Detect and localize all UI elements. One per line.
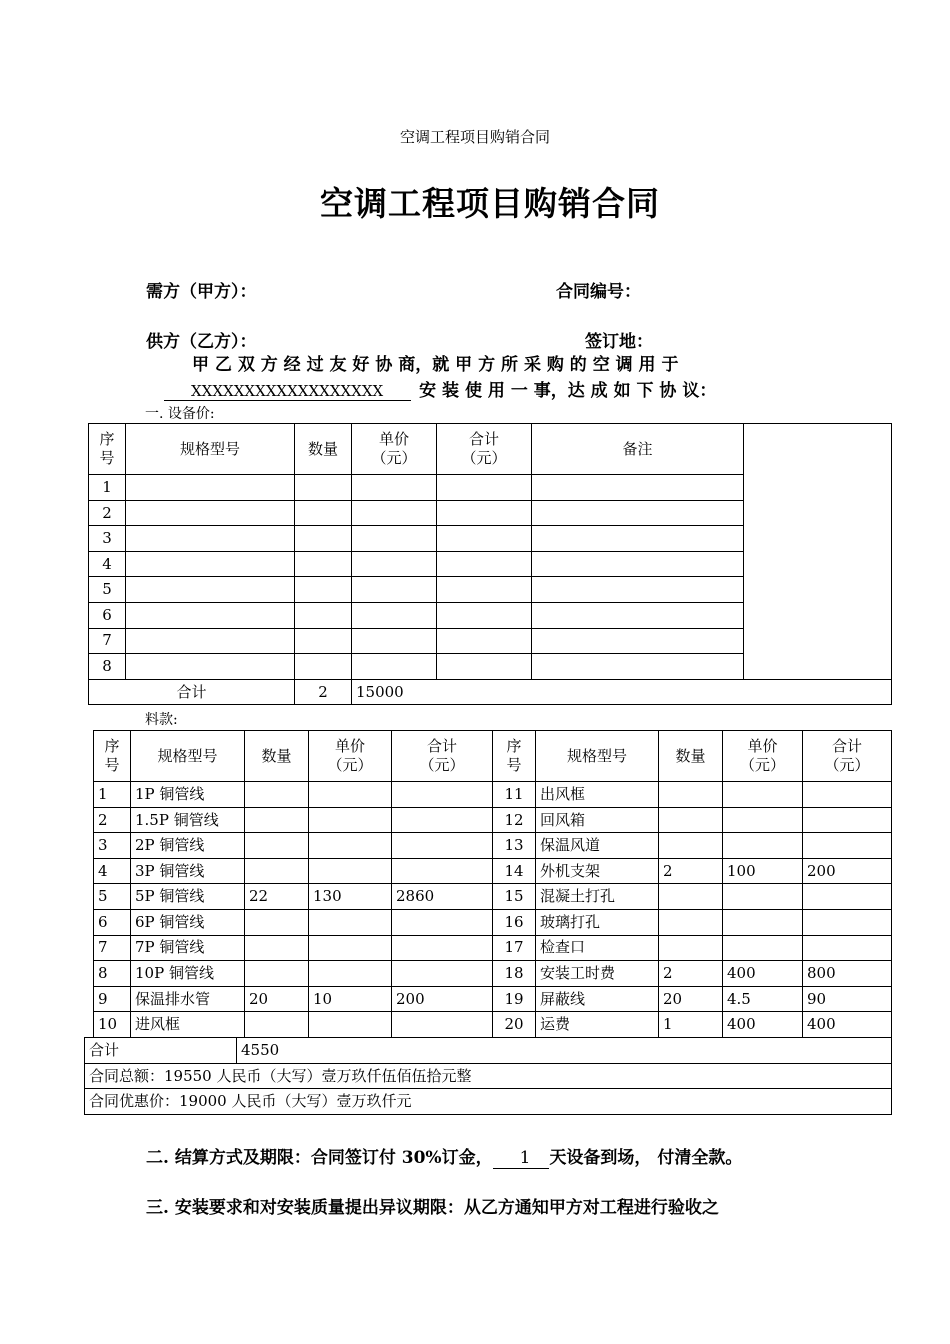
cell-spec: 保温排水管 <box>131 986 245 1012</box>
cell-total <box>392 935 493 961</box>
cell-spec2: 保温风道 <box>536 833 659 859</box>
discount-total: 合同优惠价：19000 人民币（大写）壹万玖仟元 <box>85 1089 892 1115</box>
contract-total: 合同总额：19550 人民币（大写）壹万玖仟伍佰伍拾元整 <box>85 1063 892 1089</box>
cell-total <box>392 833 493 859</box>
cell-price2 <box>723 833 803 859</box>
cell-no2: 13 <box>493 833 536 859</box>
contract-no-label: 合同编号： <box>556 282 641 302</box>
cell-no: 5 <box>94 884 131 910</box>
clause-3: 三. 安装要求和对安装质量提出异议期限：从乙方通知甲方对工程进行验收之 <box>146 1198 719 1218</box>
equipment-table <box>88 423 892 705</box>
cell-price2: 100 <box>723 858 803 884</box>
cell-qty2 <box>659 782 723 808</box>
cell-price2 <box>723 782 803 808</box>
table-row: 1 <box>89 475 892 501</box>
cell-qty <box>245 1012 309 1038</box>
table-row: 2 <box>89 500 892 526</box>
cell-total2 <box>803 935 892 961</box>
cell-price: 130 <box>309 884 392 910</box>
table-row <box>94 909 892 935</box>
cell-qty2 <box>659 833 723 859</box>
cell-no: 8 <box>94 961 131 987</box>
cell-price2: 4.5 <box>723 986 803 1012</box>
materials-table <box>93 730 892 1038</box>
materials-section-label: 料款: <box>145 712 178 728</box>
cell-qty2 <box>659 935 723 961</box>
cell-no2: 12 <box>493 807 536 833</box>
cell-qty2 <box>659 807 723 833</box>
cell-total <box>392 807 493 833</box>
table-row <box>94 986 892 1012</box>
cell-price <box>309 935 392 961</box>
table-row <box>94 1012 892 1038</box>
table-row: 6 <box>89 602 892 628</box>
cell-qty2 <box>659 909 723 935</box>
clause-2-suffix: 天设备到场， 付清全款。 <box>549 1148 743 1168</box>
cell-qty2: 20 <box>659 986 723 1012</box>
col-qty: 数量 <box>295 424 352 475</box>
cell-spec: 进风框 <box>131 1012 245 1038</box>
cell-total2: 90 <box>803 986 892 1012</box>
page-header: 空调工程项目购销合同 <box>399 128 550 146</box>
materials-header-row: 序 号 规格型号 数量 单价 （元） 合计 （元） 序 号 规格型号 数量 单价 （元） 合计 （元） <box>94 731 892 782</box>
cell-no: 1 <box>94 782 131 808</box>
cell-no2: 19 <box>493 986 536 1012</box>
cell-total2: 800 <box>803 961 892 987</box>
cell-price <box>309 858 392 884</box>
cell-total2: 200 <box>803 858 892 884</box>
cell-qty: 22 <box>245 884 309 910</box>
cell-spec: 1P 铜管线 <box>131 782 245 808</box>
cell-spec2: 回风箱 <box>536 807 659 833</box>
cell-qty <box>245 858 309 884</box>
cell-no: 2 <box>94 807 131 833</box>
cell-spec2: 出风框 <box>536 782 659 808</box>
cell-spec2: 屏蔽线 <box>536 986 659 1012</box>
cell-spec2: 混凝土打孔 <box>536 884 659 910</box>
table-row <box>94 935 892 961</box>
cell-price <box>309 961 392 987</box>
project-name: XXXXXXXXXXXXXXXXXX <box>164 384 411 401</box>
cell-price2 <box>723 935 803 961</box>
cell-qty <box>245 782 309 808</box>
table-row <box>94 961 892 987</box>
clause-2-days: 1 <box>493 1150 550 1169</box>
table-row <box>94 858 892 884</box>
cell-spec2: 安装工时费 <box>536 961 659 987</box>
cell-price2: 400 <box>723 961 803 987</box>
cell-no: 4 <box>94 858 131 884</box>
equipment-section-label: 一. 设备价: <box>145 406 215 422</box>
table-row: 5 <box>89 577 892 603</box>
cell-qty2: 1 <box>659 1012 723 1038</box>
cell-price <box>309 782 392 808</box>
table-row: 4 <box>89 551 892 577</box>
table-row <box>94 807 892 833</box>
cell-spec: 2P 铜管线 <box>131 833 245 859</box>
table-row: 3 <box>89 526 892 552</box>
cell-spec: 3P 铜管线 <box>131 858 245 884</box>
cell-total <box>392 858 493 884</box>
cell-no2: 18 <box>493 961 536 987</box>
cell-qty <box>245 833 309 859</box>
table-row <box>94 782 892 808</box>
col-price: 单价 （元） <box>352 424 437 475</box>
cell-no2: 20 <box>493 1012 536 1038</box>
cell-spec: 6P 铜管线 <box>131 909 245 935</box>
cell-no2: 16 <box>493 909 536 935</box>
cell-price: 10 <box>309 986 392 1012</box>
cell-qty2: 2 <box>659 858 723 884</box>
col-total: 合计 （元） <box>437 424 532 475</box>
cell-total2 <box>803 833 892 859</box>
cell-qty <box>245 935 309 961</box>
cell-price2: 400 <box>723 1012 803 1038</box>
cell-no2: 14 <box>493 858 536 884</box>
cell-total2 <box>803 909 892 935</box>
cell-spec: 7P 铜管线 <box>131 935 245 961</box>
sum-label: 合计 <box>89 679 295 705</box>
cell-no: 7 <box>94 935 131 961</box>
materials-sum-label: 合计 <box>85 1038 237 1064</box>
cell-qty2 <box>659 884 723 910</box>
totals-table <box>84 1037 892 1115</box>
cell-no2: 17 <box>493 935 536 961</box>
cell-spec2: 玻璃打孔 <box>536 909 659 935</box>
document-title: 空调工程项目购销合同 <box>320 184 660 223</box>
cell-qty <box>245 909 309 935</box>
cell-total2 <box>803 807 892 833</box>
supplier-label: 供方（乙方）： <box>146 332 257 352</box>
cell-spec2: 运费 <box>536 1012 659 1038</box>
cell-spec2: 外机支架 <box>536 858 659 884</box>
cell-price2 <box>723 884 803 910</box>
cell-price <box>309 1012 392 1038</box>
cell-no2: 15 <box>493 884 536 910</box>
materials-sum-value: 4550 <box>237 1038 892 1064</box>
clause-2-prefix: 二. 结算方式及期限：合同签订付 30%订金， <box>146 1148 493 1168</box>
cell-no2: 11 <box>493 782 536 808</box>
col-note: 备注 <box>532 424 744 475</box>
cell-no: 3 <box>94 833 131 859</box>
blank-side-cell <box>744 424 892 680</box>
cell-total <box>392 909 493 935</box>
cell-spec2: 检查口 <box>536 935 659 961</box>
intro-line-2 <box>164 376 716 401</box>
col-spec: 规格型号 <box>126 424 295 475</box>
cell-price2 <box>723 909 803 935</box>
equipment-header-row <box>89 424 892 475</box>
cell-total <box>392 961 493 987</box>
cell-qty: 20 <box>245 986 309 1012</box>
cell-no: 10 <box>94 1012 131 1038</box>
cell-total <box>392 1012 493 1038</box>
buyer-label: 需方（甲方）： <box>146 282 257 302</box>
cell-price <box>309 909 392 935</box>
col-no: 序 号 <box>89 424 126 475</box>
cell-total: 200 <box>392 986 493 1012</box>
cell-total2 <box>803 884 892 910</box>
cell-qty2: 2 <box>659 961 723 987</box>
equipment-sum-row <box>89 679 892 705</box>
cell-qty <box>245 807 309 833</box>
table-row <box>94 833 892 859</box>
cell-price2 <box>723 807 803 833</box>
cell-spec: 5P 铜管线 <box>131 884 245 910</box>
cell-total2 <box>803 782 892 808</box>
cell-price <box>309 833 392 859</box>
table-row: 8 <box>89 654 892 680</box>
cell-spec: 1.5P 铜管线 <box>131 807 245 833</box>
cell-total2: 400 <box>803 1012 892 1038</box>
sum-qty: 2 <box>295 679 352 705</box>
cell-qty <box>245 961 309 987</box>
cell-spec: 10P 铜管线 <box>131 961 245 987</box>
table-row: 7 <box>89 628 892 654</box>
cell-price <box>309 807 392 833</box>
clause-2 <box>146 1143 742 1169</box>
cell-total: 2860 <box>392 884 493 910</box>
intro-line-1: 甲 乙 双 方 经 过 友 好 协 商，就 甲 方 所 采 购 的 空 调 用 于 <box>192 355 679 375</box>
table-row <box>94 884 892 910</box>
cell-no: 6 <box>94 909 131 935</box>
sign-place-label: 签订地： <box>585 332 653 352</box>
cell-no: 9 <box>94 986 131 1012</box>
cell-total <box>392 782 493 808</box>
intro-line-2-text: 安 装 使 用 一 事，达 成 如 下 协 议： <box>419 381 717 401</box>
sum-amount: 15000 <box>352 679 892 705</box>
